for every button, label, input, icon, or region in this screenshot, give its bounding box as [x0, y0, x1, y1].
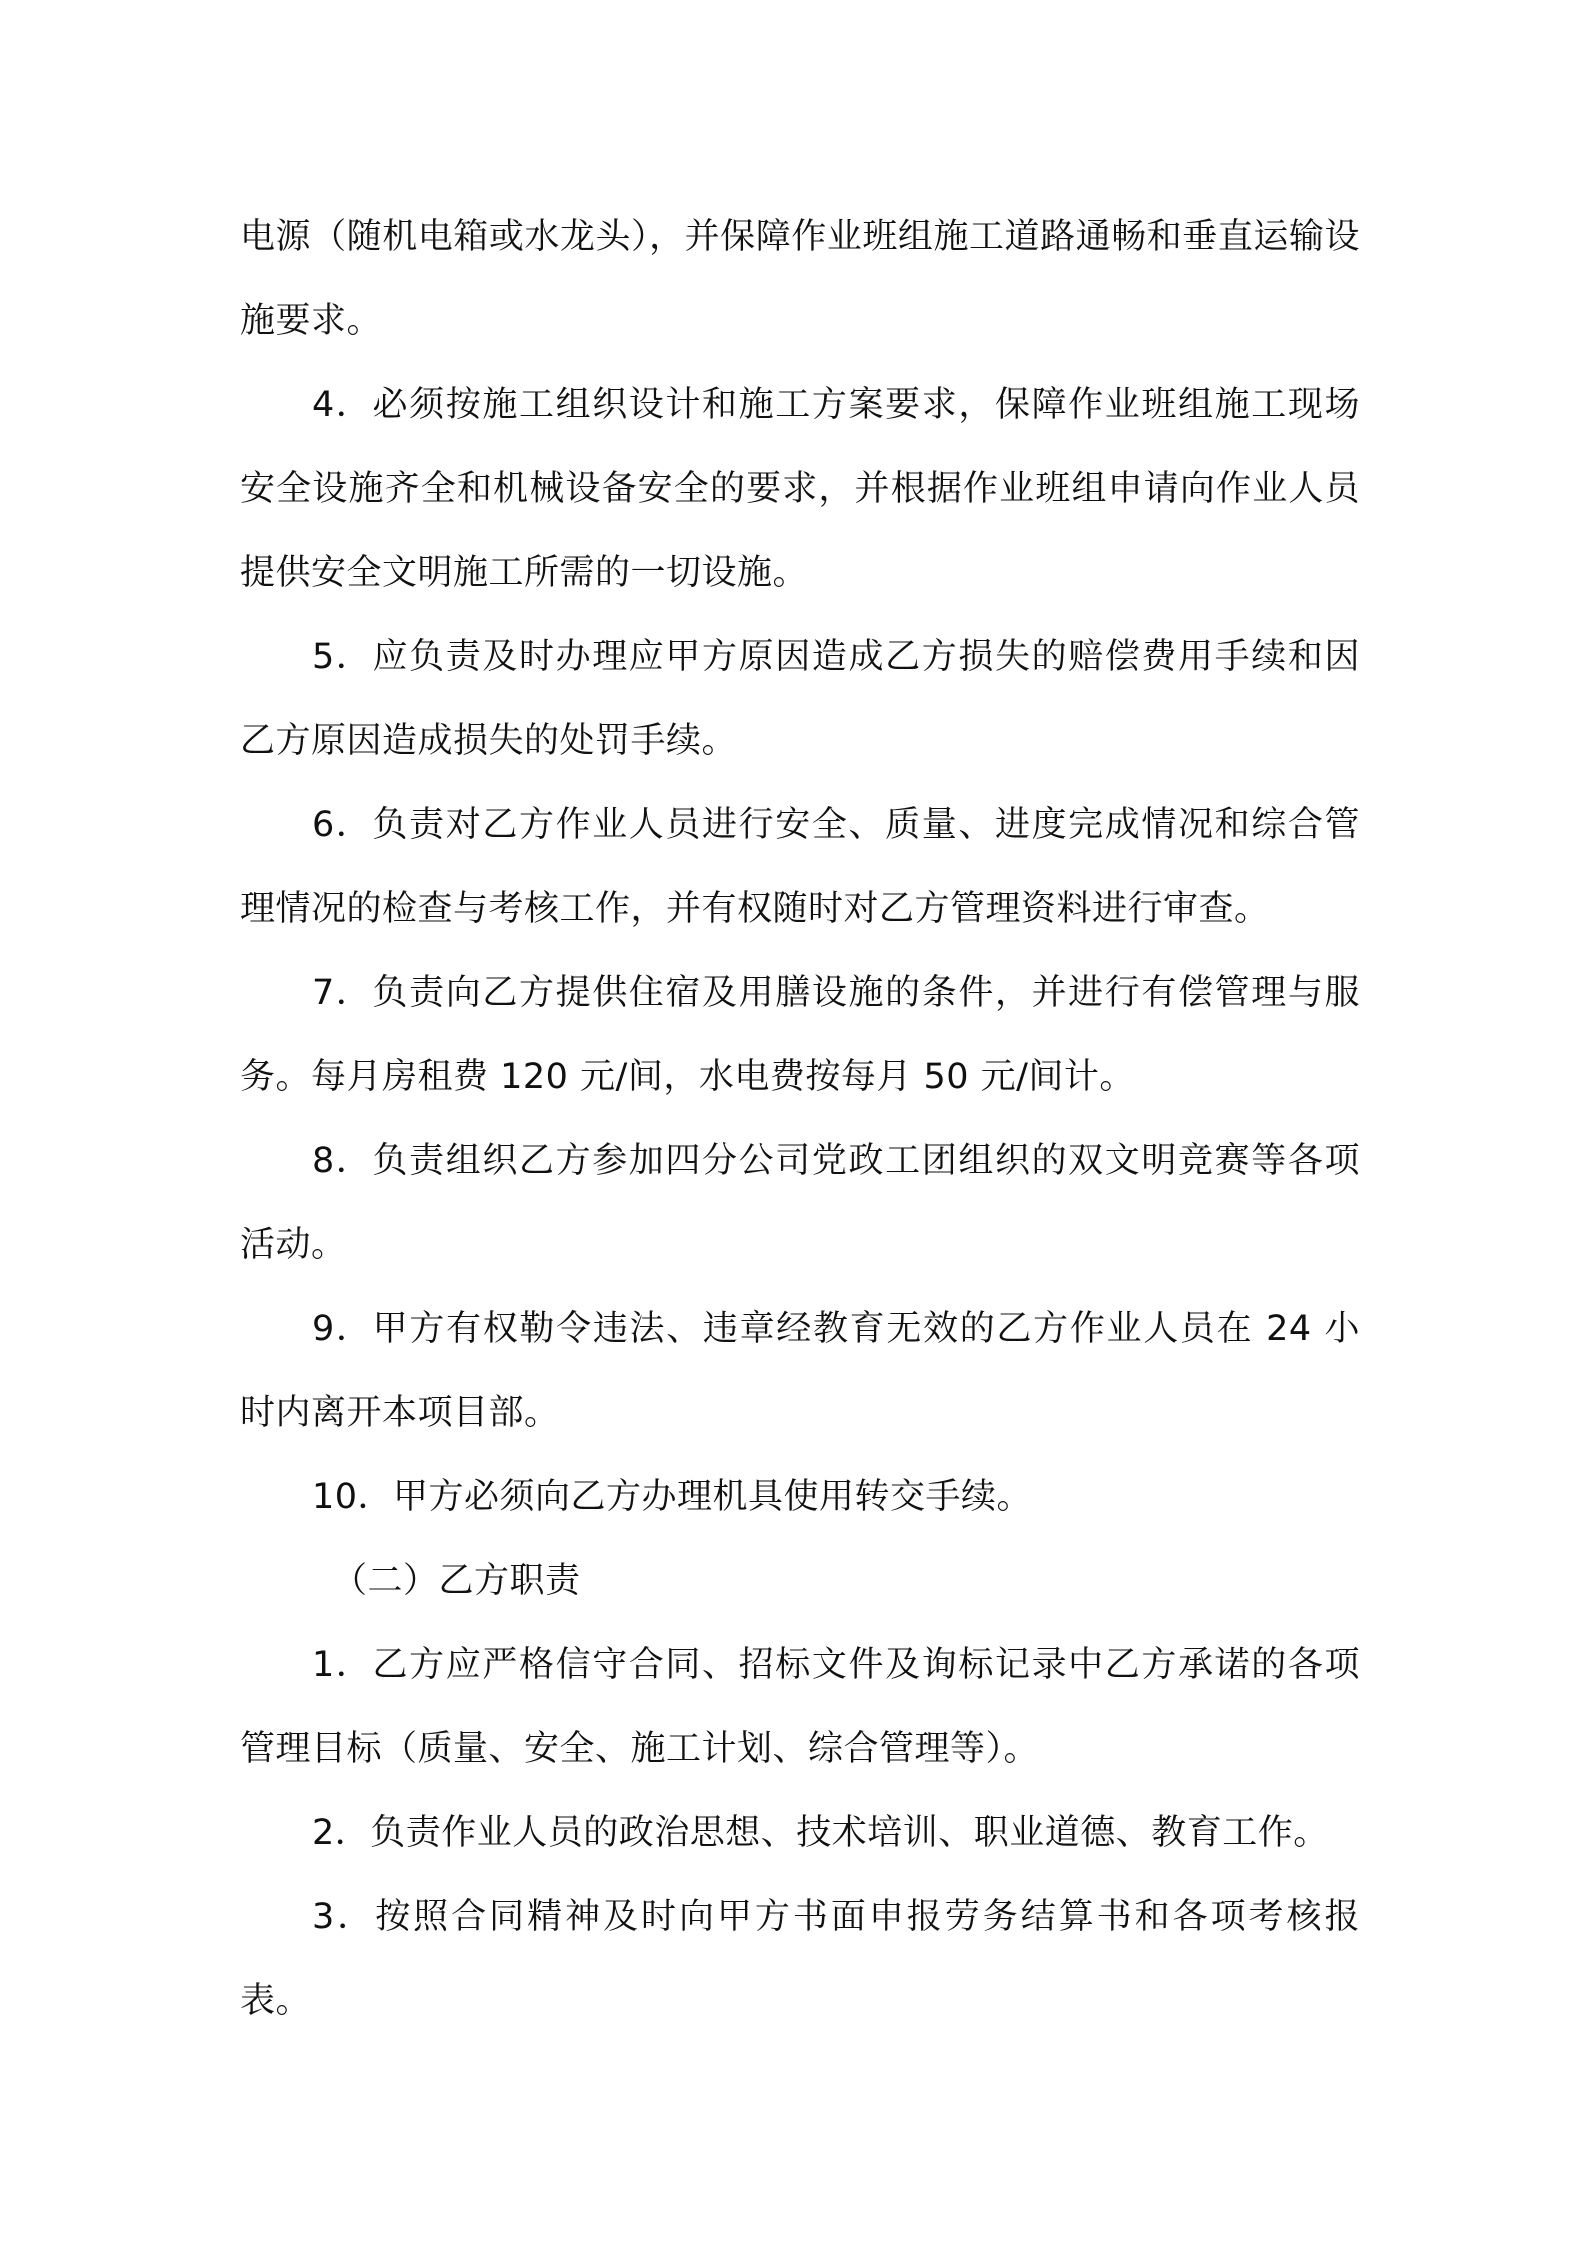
paragraph-item-8: 8．负责组织乙方参加四分公司党政工团组织的双文明竞赛等各项活动。: [240, 1141, 1360, 1265]
paragraph-continuation: 电源（随机电箱或水龙头），并保障作业班组施工道路通畅和垂直运输设施要求。: [240, 217, 1360, 341]
paragraph-item-7: 7．负责向乙方提供住宿及用膳设施的条件，并进行有偿管理与服务。每月房租费 120 元/间，水电费按每月 50 元/间计。: [240, 973, 1360, 1097]
paragraph-item-10: 10．甲方必须向乙方办理机具使用转交手续。: [312, 1477, 1033, 1517]
paragraph-item-4: 4．必须按施工组织设计和施工方案要求，保障作业班组施工现场安全设施齐全和机械设备安全的要求，并根据作业班组申请向作业人员提供安全文明施工所需的一切设施。: [240, 385, 1360, 593]
paragraph-item-9: 9．甲方有权勒令违法、违章经教育无效的乙方作业人员在 24 小时内离开本项目部。: [240, 1309, 1360, 1433]
paragraph-party-b-item-2: 2．负责作业人员的政治思想、技术培训、职业道德、教育工作。: [312, 1813, 1329, 1853]
paragraph-item-6: 6．负责对乙方作业人员进行安全、质量、进度完成情况和综合管理情况的检查与考核工作，并有权随时对乙方管理资料进行审查。: [240, 805, 1360, 929]
paragraph-party-b-item-3: 3．按照合同精神及时向甲方书面申报劳务结算书和各项考核报表。: [240, 1897, 1360, 2021]
document-body: [240, 195, 1360, 2043]
section-heading: （二）乙方职责: [332, 1561, 581, 1601]
paragraph-party-b-item-1: 1．乙方应严格信守合同、招标文件及询标记录中乙方承诺的各项管理目标（质量、安全、施工计划、综合管理等）。: [240, 1645, 1360, 1769]
paragraph-item-5: 5．应负责及时办理应甲方原因造成乙方损失的赔偿费用手续和因乙方原因造成损失的处罚手续。: [240, 637, 1360, 761]
